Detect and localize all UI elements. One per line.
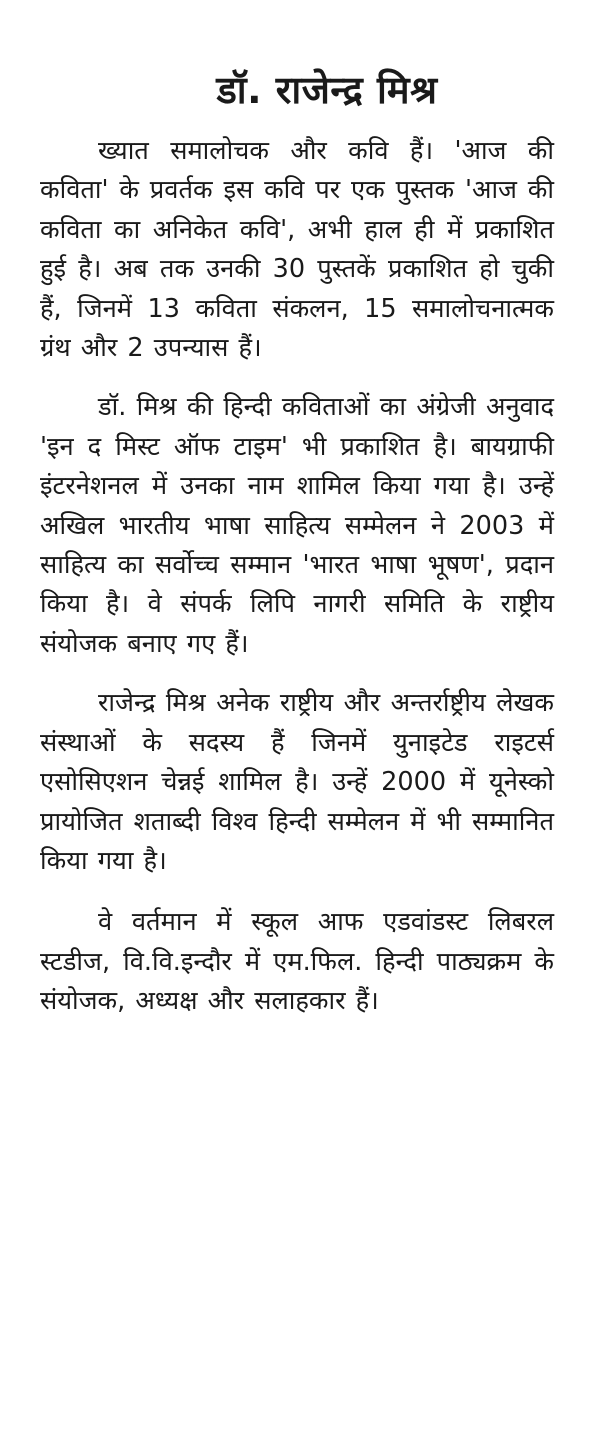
paragraph-memberships: राजेन्द्र मिश्र अनेक राष्ट्रीय और अन्तर्राष्ट्रीय लेखक संस्थाओं के सदस्य हैं जिनमें युनाइटेड राइटर्स एसोसिएशन चेन्नई शामिल है। उन्हें 2000 में यूनेस्को प्रायोजित शताब्दी विश्व हिन्दी सम्मेलन में भी सम्मानित किया गया है। (40, 688, 554, 876)
paragraph-translation-honors: डॉ. मिश्र की हिन्दी कविताओं का अंग्रेजी अनुवाद 'इन द मिस्ट ऑफ टाइम' भी प्रकाशित है। बायग्राफी इंटरनेशनल में उनका नाम शामिल किया गया है। उन्हें अखिल भारतीय भाषा साहित्य सम्मेलन ने 2003 में साहित्य का सर्वोच्च सम्मान 'भारत भाषा भूषण', प्रदान किया है। वे संपर्क लिपि नागरी समिति के राष्ट्रीय संयोजक बनाए गए हैं। (40, 392, 554, 659)
page-title: डॉ. राजेन्द्र मिश्र (216, 68, 438, 112)
paragraph-intro: ख्यात समालोचक और कवि हैं। 'आज की कविता' के प्रवर्तक इस कवि पर एक पुस्तक 'आज की कविता का अनिकेत कवि', अभी हाल ही में प्रकाशित हुई है। अब तक उनकी 30 पुस्तकें प्रकाशित हो चुकी हैं, जिनमें 13 कविता संकलन, 15 समालोचनात्मक ग्रंथ और 2 उपन्यास हैं। (40, 136, 554, 364)
paragraph-current-role: वे वर्तमान में स्कूल आफ एडवांडस्ट लिबरल स्टडीज, वि.वि.इन्दौर में एम.फिल. हिन्दी पाठ्यक्रम के संयोजक, अध्यक्ष और सलाहकार हैं। (40, 907, 554, 1017)
